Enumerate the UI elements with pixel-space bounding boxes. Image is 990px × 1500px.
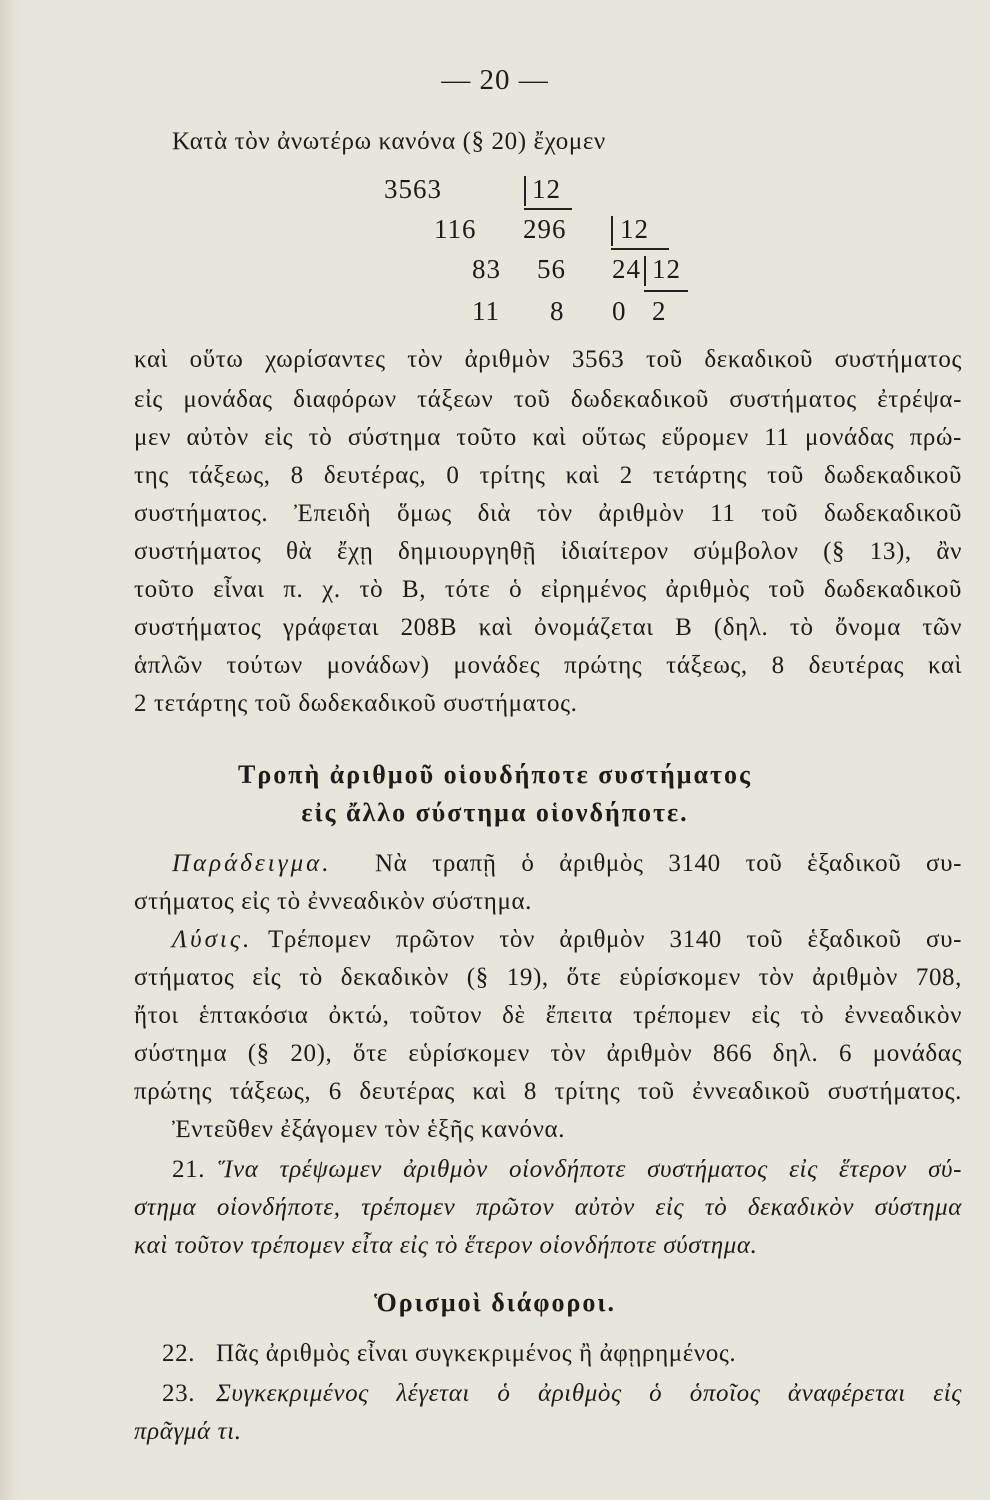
example-label: Παράδειγμα.: [172, 850, 332, 877]
division-number: 3563: [384, 174, 442, 204]
text-line: Τρέπομεν πρῶτον τὸν ἀριθμὸν 3140 τοῦ ἑξαδικοῦ συ-: [268, 926, 962, 953]
text-line: εἰς μονάδας διαφόρων τάξεων τοῦ δωδεκαδικοῦ συστήματος ἐτρέψα-: [134, 386, 962, 413]
intro-line: Κατὰ τὸν ἀνωτέρω κανόνα (§ 20) ἔχομεν: [172, 128, 606, 155]
paragraph-number: 21.: [172, 1156, 206, 1183]
text-line: 2 τετάρτης τοῦ δωδεκαδικοῦ συστήματος.: [134, 690, 578, 717]
section-heading: Τροπὴ ἀριθμοῦ οἱουδήποτε συστήματος: [238, 760, 752, 789]
text-line: πρᾶγμά τι.: [134, 1418, 242, 1445]
division-bar: [611, 216, 613, 246]
text-line: καὶ οὕτω χωρίσαντες τὸν ἀριθμὸν 3563 τοῦ δεκαδικοῦ συστήματος: [134, 346, 962, 373]
text-line: Συγκεκριμένος λέγεται ὁ ἀριθμὸς ὁ ὁποῖος ἀναφέρεται εἰς: [216, 1380, 962, 1407]
text-line: μεν αὐτὸν εἰς τὸ σύστημα τοῦτο καὶ οὕτως εὕρομεν 11 μονάδας πρώ-: [134, 424, 962, 451]
text-line: τοῦτο εἶναι π. χ. τὸ Β, τότε ὁ εἰρημένος ἀριθμὸς τοῦ δωδεκαδικοῦ: [134, 576, 962, 603]
text-line: ἤτοι ἑπτακόσια ὀκτώ, τοῦτον δὲ ἔπειτα τρέπομεν εἰς τὸ ἐννεαδικὸν: [134, 1002, 962, 1029]
text-line: σύστημα (§ 20), ὅτε εὑρίσκομεν τὸν ἀριθμὸν 866 δηλ. 6 μονάδας: [134, 1040, 962, 1067]
text-line: στήματος εἰς τὸ δεκαδικὸν (§ 19), ὅτε εὑρίσκομεν τὸν ἀριθμὸν 708,: [134, 964, 962, 991]
division-number: 296: [523, 214, 567, 244]
division-number: 83: [472, 254, 501, 284]
text-line: Ἐντεῦθεν ἐξάγομεν τὸν ἑξῆς κανόνα.: [172, 1116, 566, 1143]
text-line: καὶ τοῦτον τρέπομεν εἶτα εἰς τὸ ἕτερον οἱονδήποτε σύστημα.: [134, 1232, 758, 1259]
division-number: 12: [620, 214, 649, 244]
text-line: πρώτης τάξεως, 6 δευτέρας καὶ 8 τρίτης τοῦ ἐννεαδικοῦ συστήματος.: [134, 1078, 962, 1105]
division-number: 0: [612, 296, 627, 326]
text-line: ἁπλῶν τούτων μονάδων) μονάδες πρώτης τάξεως, 8 δευτέρας καὶ: [134, 652, 962, 679]
division-number: 116: [434, 214, 477, 244]
page-number: — 20 —: [441, 64, 549, 96]
text-line: Πᾶς ἀριθμὸς εἶναι συγκεκριμένος ἢ ἀφῃρημένος.: [216, 1340, 737, 1367]
paragraph-number: 23.: [162, 1380, 196, 1407]
division-bar: [611, 248, 669, 250]
division-bar: [644, 290, 688, 292]
division-number: 24: [612, 254, 641, 284]
text-line: στήματος εἰς τὸ ἐννεαδικὸν σύστημα.: [134, 888, 533, 915]
division-number: 12: [532, 174, 561, 204]
text-line: Ἵνα τρέψωμεν ἀριθμὸν οἱονδήποτε συστήματος εἰς ἕτερον σύ-: [218, 1156, 962, 1183]
text-line: συστήματος γράφεται 208Β καὶ ὀνομάζεται Β (δηλ. τὸ ὄνομα τῶν: [134, 614, 962, 641]
text-line: συστήματος. Ἐπειδὴ ὅμως διὰ τὸν ἀριθμὸν 11 τοῦ δωδεκαδικοῦ: [134, 500, 962, 527]
text-line: της τάξεως, 8 δευτέρας, 0 τρίτης καὶ 2 τετάρτης τοῦ δωδεκαδικοῦ: [134, 462, 962, 489]
division-number: 2: [652, 296, 667, 326]
division-bar: [524, 208, 572, 210]
solution-label: Λύσις.: [172, 926, 253, 953]
section-heading: Ὁρισμοὶ διάφοροι.: [374, 1288, 616, 1317]
section-heading: εἰς ἄλλο σύστημα οἱονδήποτε.: [301, 798, 689, 827]
page-edge-shadow: [0, 0, 24, 1500]
text-line: στημα οἱονδήποτε, τρέπομεν πρῶτον αὐτὸν εἰς τὸ δεκαδικὸν σύστημα: [134, 1194, 962, 1221]
paragraph-number: 22.: [162, 1340, 196, 1367]
division-number: 12: [652, 254, 681, 284]
division-number: 8: [550, 296, 565, 326]
division-number: 56: [537, 254, 566, 284]
division-bar: [644, 256, 646, 286]
text-line: Νὰ τραπῇ ὁ ἀριθμὸς 3140 τοῦ ἑξαδικοῦ συ-: [375, 850, 962, 877]
division-bar: [524, 176, 526, 206]
division-number: 11: [472, 296, 500, 326]
text-line: συστήματος θὰ ἔχῃ δημιουργηθῇ ἰδιαίτερον σύμβολον (§ 13), ἂν: [134, 538, 962, 565]
